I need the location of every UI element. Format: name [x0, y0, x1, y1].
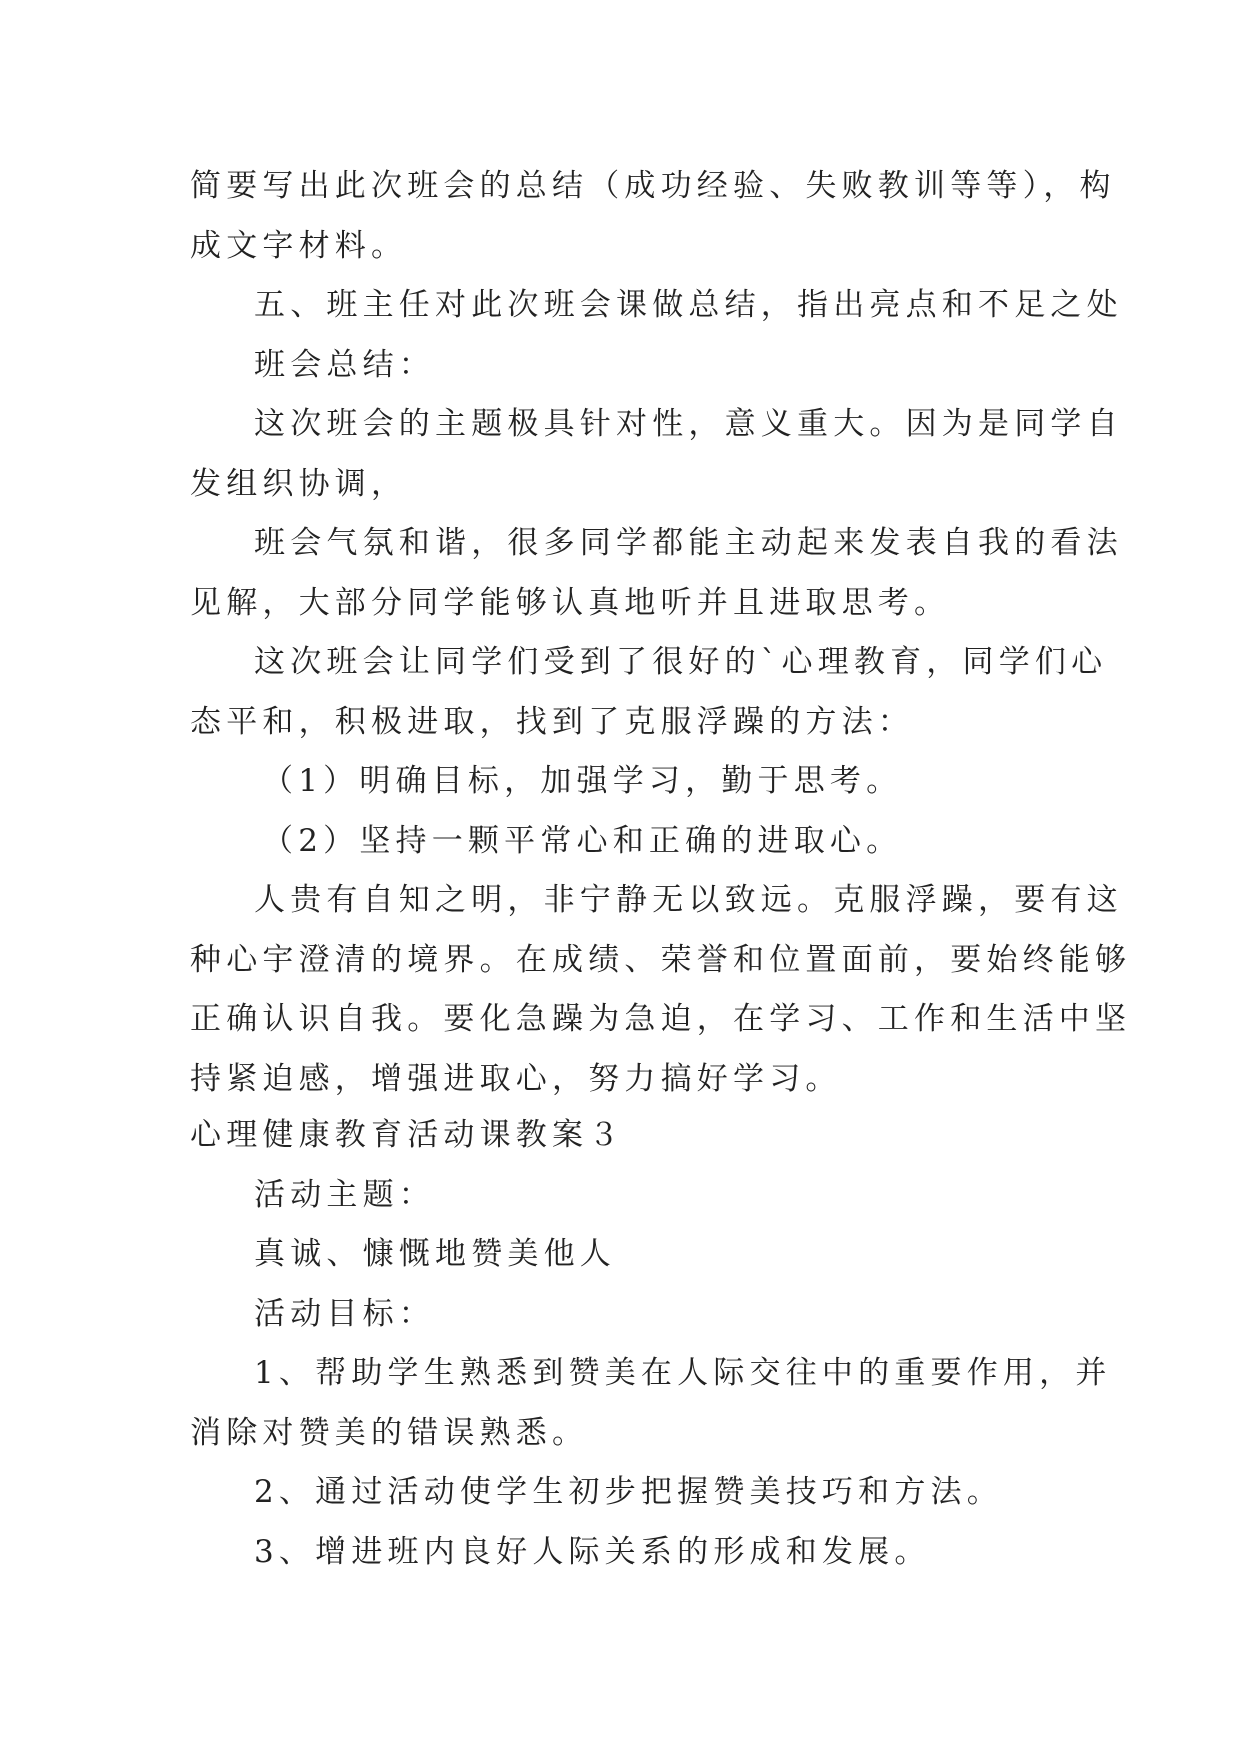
- paragraph-line: 人贵有自知之明，非宁静无以致远。克服浮躁，要有这: [254, 882, 1123, 918]
- paragraph-line: 持紧迫感，增强进取心，努力搞好学习。: [190, 1061, 842, 1097]
- paragraph-line: 正确认识自我。要化急躁为急迫，在学习、工作和生活中坚: [190, 1001, 1132, 1037]
- paragraph-line: 态平和，积极进取，找到了克服浮躁的方法：: [190, 704, 914, 740]
- list-item: 2、通过活动使学生初步把握赞美技巧和方法。: [254, 1474, 1003, 1510]
- list-item: （1）明确目标，加强学习，勤于思考。: [262, 763, 903, 799]
- paragraph-line: 见解，大部分同学能够认真地听并且进取思考。: [190, 585, 951, 621]
- section-heading: 五、班主任对此次班会课做总结，指出亮点和不足之处: [254, 287, 1123, 323]
- document-title: 心理健康教育活动课教案３: [190, 1117, 625, 1153]
- paragraph-line: 消除对赞美的错误熟悉。: [190, 1415, 589, 1451]
- section-heading: 活动目标：: [254, 1296, 435, 1332]
- paragraph-line: 班会气氛和谐，很多同学都能主动起来发表自我的看法: [254, 525, 1123, 561]
- paragraph-line: 种心宇澄清的境界。在成绩、荣誉和位置面前，要始终能够: [190, 942, 1132, 978]
- list-item: 1、帮助学生熟悉到赞美在人际交往中的重要作用，并: [254, 1355, 1112, 1391]
- list-item: （2）坚持一颗平常心和正确的进取心。: [262, 823, 903, 859]
- paragraph-line: 成文字材料。: [190, 228, 408, 264]
- paragraph-line: 简要写出此次班会的总结（成功经验、失败教训等等），构: [190, 168, 1116, 204]
- paragraph-line: 这次班会的主题极具针对性，意义重大。因为是同学自: [254, 406, 1123, 442]
- list-item: 3、增进班内良好人际关系的形成和发展。: [254, 1534, 931, 1570]
- section-heading: 班会总结：: [254, 347, 435, 383]
- section-heading: 活动主题：: [254, 1177, 435, 1213]
- paragraph-line: 这次班会让同学们受到了很好的`心理教育，同学们心: [254, 644, 1108, 680]
- paragraph-line: 真诚、慷慨地赞美他人: [254, 1236, 616, 1272]
- paragraph-line: 发组织协调，: [190, 466, 408, 502]
